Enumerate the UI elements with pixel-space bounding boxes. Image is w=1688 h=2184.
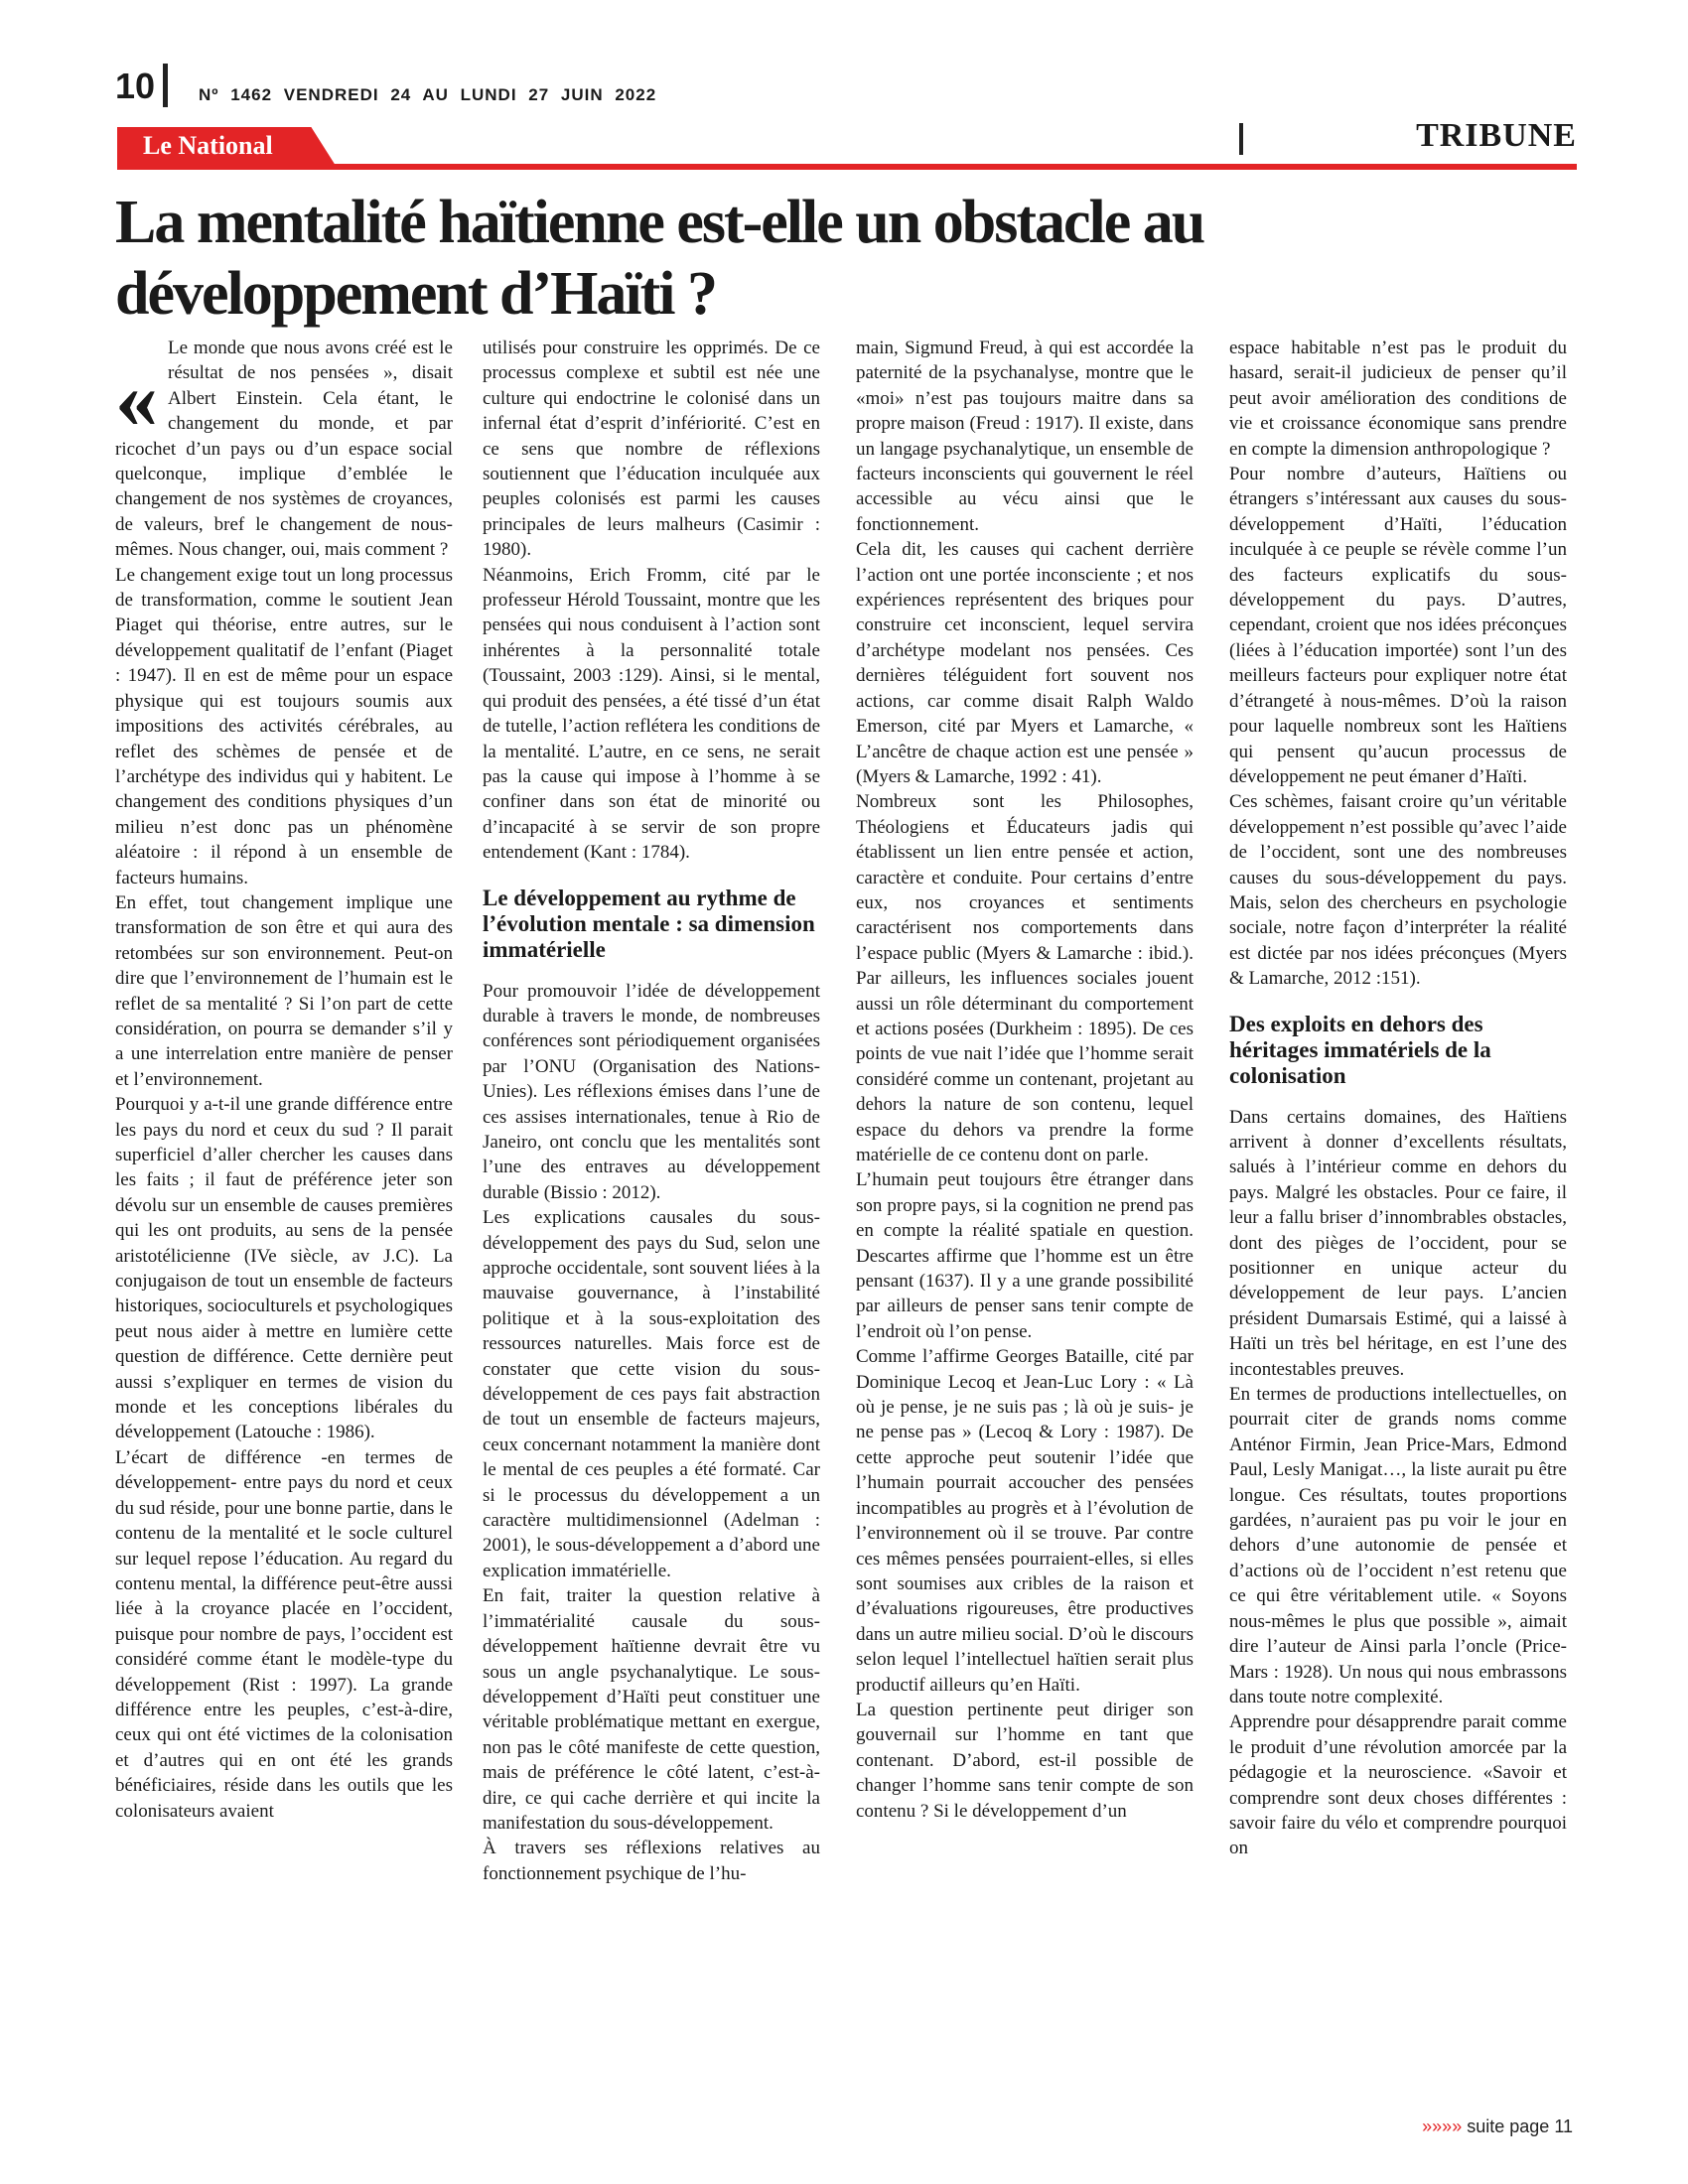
column-3 bbox=[856, 336, 1194, 1824]
paragraph: Cela dit, les causes qui cachent derrière l’action ont une portée inconsciente ; et nos expériences représentent des briques pour construire cet inconscient, lequel servira d’archétype modelant nos pensées. Ces dernières téléguident fort souvent nos actions, car comme disait Ralph Waldo Emerson, cité par Myers et Lamarche, « L’ancêtre de chaque action est une pensée » (Myers & Lamarche, 1992 : 41). bbox=[856, 539, 1194, 787]
paragraph: Les explications causales du sous-développement des pays du Sud, selon une approche occidentale, sont souvent liées à la mauvaise gouvernance, à l’instabilité politique et à la sous-exploitation des ressources naturelles. Mais force est de constater que cette vision du sous-développement de ces pays fait abstraction de tout un ensemble de facteurs majeurs, ceux concernant notamment la manière dont le mental de ces peuples a été formaté. Car si le processus du développement a un caractère multidimensionnel (Adelman : 2001), le sous-développement a d’abord une explication immatérielle. bbox=[483, 1207, 820, 1581]
paragraph: Le changement exige tout un long processus de transformation, comme le soutient Jean Piaget qui théorise, entre autres, sur le développement qualitatif de l’enfant (Piaget : 1947). Il en est de même pour un espace physique qui est toujours soumis aux impositions des activités cérébrales, au reflet des schèmes de pensée et de l’archétype des individus qui y habitent. Le changement des conditions physiques d’un milieu n’est donc pas un phénomène aléatoire : il répond à un ensemble de facteurs humains. bbox=[115, 564, 453, 888]
paragraph: L’humain peut toujours être étranger dans son propre pays, si la cognition ne prend pas en compte la réalité spatiale en question. Descartes affirme que l’homme est un être pensant (1637). Il y a une grande possibilité par ailleurs de penser sans tenir compte de l’endroit où l’on pense. bbox=[856, 1169, 1194, 1342]
page-number: 10 bbox=[115, 66, 156, 106]
paragraph: Dans certains domaines, des Haïtiens arrivent à donner d’excellents résultats, salués à l’intérieur comme en dehors du pays. Malgré les obstacles. Pour ce faire, il leur a fallu briser d’innombrables obstacles, dont des pièges de l’occident, pour se positionner en unique acteur du développement de leur pays. L’ancien président Dumarsais Estimé, qui a laissé à Haïti un très bel héritage, en est l’une des incontestables preuves. bbox=[1229, 1106, 1567, 1380]
article-headline: La mentalité haïtienne est-elle un obstacle au développement d’Haïti ? bbox=[115, 189, 1204, 328]
subheading: Des exploits en dehors des héritages immatériels de la colonisation bbox=[1229, 1011, 1491, 1088]
brand-name: Le National bbox=[143, 131, 273, 160]
header-rule bbox=[117, 164, 1577, 170]
header-divider bbox=[163, 64, 168, 107]
continuation-label: suite page bbox=[1467, 2116, 1550, 2136]
issue-line: Nº 1462 VENDREDI 24 AU LUNDI 27 JUIN 2022 bbox=[199, 85, 657, 104]
paragraph: En termes de productions intellectuelles, on pourrait citer de grands noms comme Anténor Firmin, Jean Price-Mars, Edmond Paul, Lesly Manigat…, la liste aurait pu être longue. Ces résultats, toutes proportions gardées, n’auraient pas pu voir le jour en dehors d’une autonomie de pensée et d’actions où de l’occident n’est retenu que ce qui être véritablement utile. « Soyons nous-mêmes le plus que possible », aimait dire l’auteur de Ainsi parla l’oncle (Price-Mars : 1928). Un nous qui nous embrassons dans toute notre complexité. bbox=[1229, 1384, 1567, 1707]
column-1 bbox=[115, 336, 453, 1824]
paragraph: Pour promouvoir l’idée de développement durable à travers le monde, de nombreuses conférences sont périodiquement organisées par l’ONU (Organisation des Nations-Unies). Les réflexions émises dans l’une de ces assises internationales, tenue à Rio de Janeiro, ont conclu que les mentalités sont l’une des entraves au développement durable (Bissio : 2012). bbox=[483, 980, 820, 1203]
subheading: Le développement au rythme de l’évolution mentale : sa dimension immatérielle bbox=[483, 885, 815, 962]
paragraph: Pour nombre d’auteurs, Haïtiens ou étrangers s’intéressant aux causes du sous-développement d’Haïti, l’éducation inculquée à ce peuple se révèle comme l’un des facteurs explicatifs du sous-développement du pays. D’autres, cependant, croient que nos idées préconçues (liées à l’éducation importée) sont l’un des meilleurs facteurs pour expliquer notre état d’étrangeté à nous-mêmes. D’où la raison pour laquelle nombreux sont les Haïtiens qui pensent qu’aucun processus de développement ne peut émaner d’Haïti. bbox=[1229, 464, 1567, 787]
paragraph: main, Sigmund Freud, à qui est accordée la paternité de la psychanalyse, montre que le «moi» n’est pas toujours maitre dans sa propre maison (Freud : 1917). Il existe, dans un langage psychanalytique, un ensemble de facteurs inconscients qui gouvernent le réel accessible au vécu ainsi que le fonctionnement. bbox=[856, 338, 1194, 535]
continuation-link[interactable] bbox=[1422, 2116, 1573, 2137]
paragraph: espace habitable n’est pas le produit du hasard, serait-il judicieux de penser qu’il peut avoir amélioration des conditions de vie et croissance économique sans prendre en compte la dimension anthropologique ? bbox=[1229, 338, 1567, 460]
column-2 bbox=[483, 336, 820, 1886]
paragraph: En fait, traiter la question relative à l’immatérialité causale du sous-développement haïtienne devrait être vu sous un angle psychanalytique. Le sous-développement d’Haïti peut constituer une véritable problématique mettant en exergue, non pas le côté manifeste de cette question, mais de préférence le côté latent, c’est-à-dire, ce qui cache derrière et qui incite la manifestation du sous-développement. bbox=[483, 1585, 820, 1834]
paragraph: Ces schèmes, faisant croire qu’un véritable développement n’est possible qu’avec l’aide de l’occident, sont une des nombreuses causes du sous-développement du pays. Mais, selon des chercheurs en psychologie sociale, notre façon d’interpréter la réalité est dictée par nos idées préconçues (Myers & Lamarche, 2012 :151). bbox=[1229, 791, 1567, 990]
paragraph: Le monde que nous avons créé est le résultat de nos pensées », disait Albert Einstein. Cela étant, le changement du monde, et par ricochet d’un pays ou d’un espace social quelconque, implique d’emblée le changement de nos systèmes de croyances, de valeurs, bref le changement de nous-mêmes. Nous changer, oui, mais comment ? bbox=[115, 338, 453, 561]
paragraph: Pourquoi y a-t-il une grande différence entre les pays du nord et ceux du sud ? Il parait superficiel d’aller chercher les causes dans les faits ; il faut de préférence jeter son dévolu sur un ensemble de causes premières qui les ont produits, au sens de la pensée aristotélicienne (IVe siècle, av J.C). La conjugaison de tout un ensemble de facteurs historiques, socioculturels et psychologiques peut nous aider à mettre en lumière cette question de différence. Cette dernière peut aussi s’expliquer en termes de vision du monde et les conceptions libérales du développement (Latouche : 1986). bbox=[115, 1094, 453, 1443]
paragraph: Néanmoins, Erich Fromm, cité par le professeur Hérold Toussaint, montre que les pensées qui nous conduisent à l’action sont inhérentes à la personnalité totale (Toussaint, 2003 :129). Ainsi, si le mental, qui produit des pensées, a été tissé d’un état de tutelle, l’action reflétera les conditions de la mentalité. L’autre, en ce sens, ne serait pas la cause qui impose à l’homme à se confiner dans son état de minorité ou d’incapacité à se servir de son propre entendement (Kant : 1784). bbox=[483, 564, 820, 864]
paragraph: Apprendre pour désapprendre parait comme le produit d’une révolution amorcée par la pédagogie et la neuroscience. «Savoir et comprendre sont deux choses différentes : savoir faire du vélo et comprendre pourquoi on bbox=[1229, 1711, 1567, 1859]
column-4 bbox=[1229, 336, 1567, 1861]
paragraph: Nombreux sont les Philosophes, Théologiens et Éducateurs jadis qui établissent un lien entre pensée et action, caractère et conduite. Pour certains d’entre eux, nos croyances et sentiments caractérisent nos comportements dans l’espace public (Myers & Lamarche : ibid.). Par ailleurs, les influences sociales jouent aussi un rôle déterminant du comportement et actions posées (Durkheim : 1895). De ces points de vue nait l’idée que l’homme serait considéré comme un contenant, projetant au dehors la nature de son contenu, lequel espace du dehors va prendre la forme matérielle de ce contenu dont on parle. bbox=[856, 791, 1194, 1165]
paragraph: Comme l’affirme Georges Bataille, cité par Dominique Lecoq et Jean-Luc Lory : « Là où je pense, je ne suis pas ; là où je suis- je ne pense pas » (Lecoq & Lory : 1987). De cette approche peut soutenir l’idée que l’humain pourrait accoucher des pensées incompatibles au progrès et à l’évolution de l’environnement où il se trouve. Par contre ces mêmes pensées pourraient-elles, si elles sont soumises aux cribles de la raison et d’évaluations rigoureuses, être productives dans un autre milieu social. D’où le discours selon lequel l’intellectuel haïtien serait plus productif ailleurs qu’en Haïti. bbox=[856, 1346, 1194, 1696]
paragraph: L’écart de différence -en termes de développement- entre pays du nord et ceux du sud réside, pour une bonne partie, dans le contenu de la mentalité et le socle culturel sur lequel repose l’éducation. Au regard du contenu mental, la différence peut-être aussi liée à la croyance placée en l’occident, puisque pour nombre de pays, l’occident est considéré comme étant le modèle-type du développement (Rist : 1997). La grande différence entre les peuples, c’est-à-dire, ceux qui ont été victimes de la colonisation et d’autres qui en ont été les grands bénéficiaires, réside dans les outils que les colonisateurs avaient bbox=[115, 1446, 453, 1822]
opening-quote-mark: « bbox=[115, 350, 158, 446]
section-divider bbox=[1239, 123, 1243, 155]
continuation-arrows: »»»» bbox=[1422, 2116, 1463, 2136]
paragraph: À travers ses réflexions relatives au fonctionnement psychique de l’hu- bbox=[483, 1838, 820, 1884]
paragraph: En effet, tout changement implique une transformation de son être et qui aura des retombées sur son environnement. Peut-on dire que l’environnement de l’humain est le reflet de sa mentalité ? Si l’on part de cette considération, on pourra se demander s’il y a une interrelation entre manière de penser et l’environnement. bbox=[115, 891, 453, 1090]
section-label: TRIBUNE bbox=[1416, 117, 1577, 154]
paragraph: utilisés pour construire les opprimés. De ce processus complexe et subtil est née une culture qui endoctrine le colonisé dans un infernal état d’esprit d’infériorité. C’est en ce sens que nombre de réflexions soutiennent que l’éducation inculquée aux peuples colonisés est parmi les causes principales de leurs malheurs (Casimir : 1980). bbox=[483, 338, 820, 561]
paragraph: La question pertinente peut diriger son gouvernail sur l’homme en tant que contenant. D’abord, est-il possible de changer l’homme sans tenir compte de son contenu ? Si le développement d’un bbox=[856, 1699, 1194, 1822]
continuation-page: 11 bbox=[1554, 2116, 1573, 2136]
